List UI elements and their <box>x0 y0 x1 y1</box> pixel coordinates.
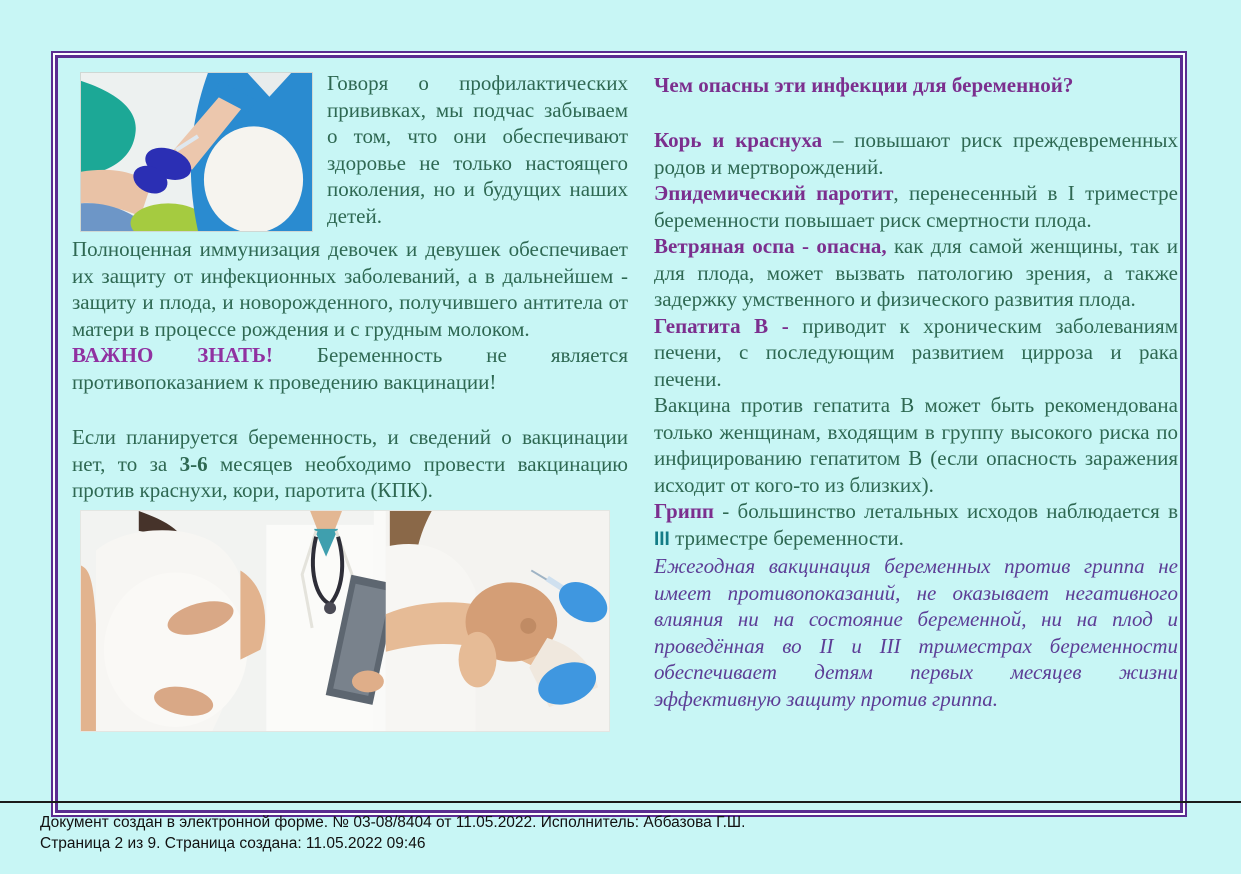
section-heading: Чем опасны эти инфекции для беременной? <box>654 73 1074 97</box>
flu-text-after: триместре беременности. <box>669 525 904 550</box>
left-column <box>72 70 628 732</box>
pregnant-vaccination-photo-art <box>81 73 312 231</box>
pregnancy-care-collage-art <box>81 511 609 731</box>
measles-text: – повышают риск преждевременных родов и мертворождений. <box>654 128 1178 179</box>
planning-text-before: Если планируется беременность, и сведений о вакцинации нет, то за <box>72 425 628 476</box>
pregnant-vaccination-photo <box>80 72 313 232</box>
hepatitis-text: приводит к хроническим заболеваниям печени, с последующим развитием цирроза и рака печени. <box>654 313 1178 391</box>
brochure-content <box>58 58 1180 732</box>
immunization-paragraph: Полноценная иммунизация девочек и девушек обеспечивает их защиту от инфекционных заболеваний, а в дальнейшем - защиту и плода, и новорожденного, получившего антитела от матери в процессе рождения и с грудным молоком. <box>72 237 628 341</box>
important-label: ВАЖНО ЗНАТЬ! <box>72 343 273 367</box>
chickenpox-text: как для самой женщины, так и для плода, может вызвать патологию зрения, а также задержку умственного и физического развития плода. <box>654 234 1178 311</box>
important-text: Беременность не является противопоказанием к проведению вакцинации! <box>72 343 628 394</box>
mumps-paragraph <box>654 180 1178 233</box>
page-frame-inner <box>55 55 1183 813</box>
document-footer <box>40 812 745 854</box>
page-frame <box>51 51 1187 817</box>
chickenpox-term: Ветряная оспа - опасна, <box>654 234 887 258</box>
important-paragraph <box>72 342 628 395</box>
flu-text-before: - большинство летальных исходов наблюдается в <box>714 499 1178 523</box>
planning-paragraph <box>72 424 628 504</box>
footer-document-info: Документ создан в электронной форме. № 03-08/8404 от 11.05.2022. Исполнитель: Аббазова Г.Ш. <box>40 814 746 831</box>
hepatitis-vaccine-paragraph: Вакцина против гепатита В может быть рекомендована только женщинам, входящим в группу высокого риска по инфицированию гепатитом В (если опасность заражения исходит от кого-то из близких). <box>654 393 1178 497</box>
planning-months: 3-6 <box>179 451 208 476</box>
intro-paragraph: Говоря о профилактических прививках, мы подчас забываем о том, что они обеспечивают здоровье не только настоящего поколения, но и будущих наших детей. <box>327 71 628 228</box>
right-column <box>654 70 1178 732</box>
footer-page-info: Страница 2 из 9. Страница создана: 11.05.2022 09:46 <box>40 835 426 852</box>
planning-text-after: месяцев необходимо провести вакцинацию против краснухи, кори, паротита (КПК). <box>72 451 628 502</box>
hepatitis-term: Гепатита В - <box>654 313 789 338</box>
flu-trimester: III <box>654 528 670 550</box>
measles-paragraph <box>654 127 1178 180</box>
flu-paragraph <box>654 498 1178 553</box>
hepatitis-paragraph <box>654 313 1178 393</box>
pregnancy-care-collage-photo <box>80 510 610 732</box>
footer-divider-line <box>0 801 1241 803</box>
flu-note-paragraph: Ежегодная вакцинация беременных против гриппа не имеет противопоказаний, не оказывает негативного влияния ни на состояние беременной, ни на плод и проведённая во II и III триместрах беременности обеспечивает детям первых месяцев жизни эффективную защиту против гриппа. <box>654 554 1178 711</box>
mumps-text: , перенесенный в I триместре беременности повышает риск смертности плода. <box>654 181 1178 232</box>
chickenpox-paragraph <box>654 233 1178 313</box>
measles-term: Корь и краснуха <box>654 128 823 152</box>
flu-term: Грипп <box>654 499 715 523</box>
mumps-term: Эпидемический паротит <box>654 181 894 205</box>
